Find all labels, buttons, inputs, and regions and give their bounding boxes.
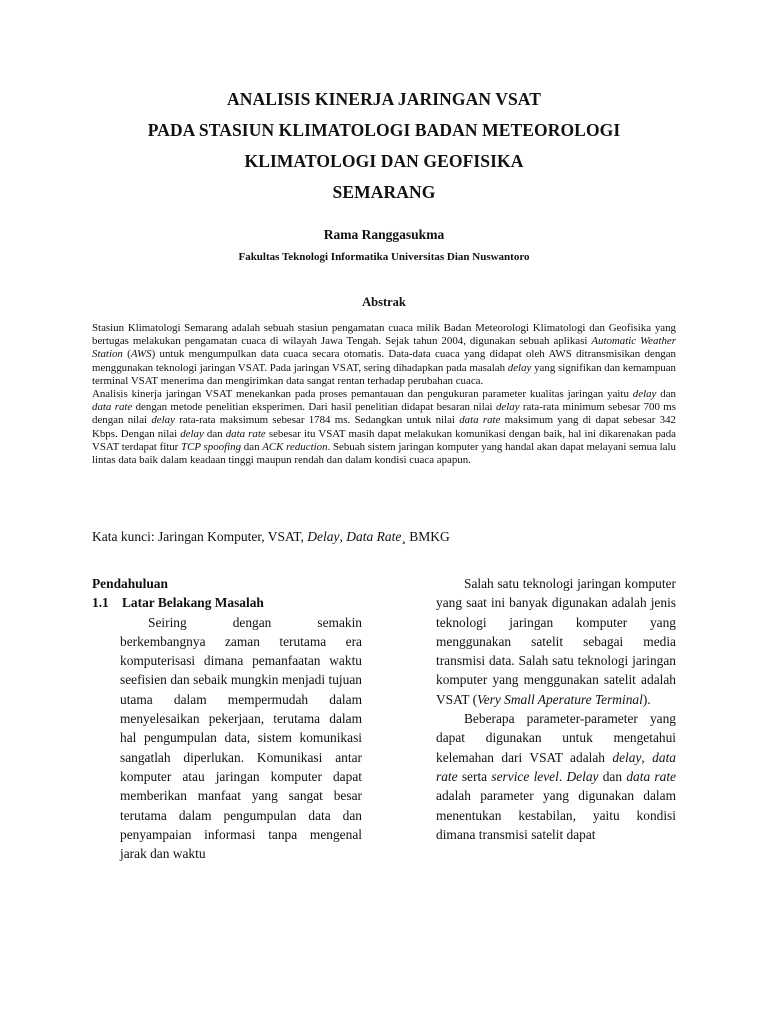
abstract-heading: Abstrak [362,295,406,309]
keywords-line: Kata kunci: Jaringan Komputer, VSAT, Delay, Data Rate¸ BMKG [92,529,450,544]
left-column [92,574,362,863]
title-line-4: SEMARANG [332,182,436,202]
right-paragraph-2: Beberapa parameter-parameter yang dapat digunakan untuk mengetahui kelemahan dari VSAT adalah delay, data rate serta service level. Delay dan data rate adalah parameter yang digunakan dalam menentukan kestabilan, yaitu kondisi dimana transmisi satelit dapat [436,711,676,842]
author-name: Rama Ranggasukma [323,227,445,242]
paper-title [0,84,768,208]
title-line-1: ANALISIS KINERJA JARINGAN VSAT [226,89,542,109]
right-column [436,574,676,844]
abstract-paragraph-1: Stasiun Klimatologi Semarang adalah sebuah stasiun pengamatan cuaca milik Badan Meteorologi Klimatologi dan Geofisika yang bertugas melakukan pengamatan cuaca di wilayah Jawa Tengah. Sejak tahun 2004, digunakan sebuah aplikasi Automatic Weather Station (AWS) untuk mengumpulkan data cuaca secara otomatis. Data-data cuaca yang didapat oleh AWS ditransmisikan dengan menggunakan teknologi jaringan VSAT. Pada jaringan VSAT, sering dihadapkan pada masalah delay yang signifikan dan kemampuan terminal VSAT menerima dan mengirimkan data sangat rentan terhadap perubahan cuaca. [92,322,676,387]
subsection-heading [92,593,362,612]
title-line-3: KLIMATOLOGI DAN GEOFISIKA [244,151,524,171]
left-paragraph: Seiring dengan semakin berkembangnya zaman terutama era komputerisasi dimana pemanfaatan waktu seefisien dan sebaik mungkin menjadi tujuan utama dalam mempermudah dalam menyelesaikan pekerjaan, terutama dalam hal pengumpulan data, sistem komunikasi sangatlah diperlukan. Komunikasi antar komputer atau jaringan komputer dapat memberikan manfaat yang sangat besar terutama dalam pengumpulan data dan penyampaian informasi tanpa mengenal jarak dan waktu [120,614,362,862]
title-line-2: PADA STASIUN KLIMATOLOGI BADAN METEOROLOGI [147,120,621,140]
subsection-number: 1.1 [92,595,109,611]
subsection-title: Latar Belakang Masalah [122,595,264,611]
left-text-block [92,613,362,864]
abstract-body [92,322,676,467]
section-heading: Pendahuluan [92,576,168,591]
abstract-paragraph-2: Analisis kinerja jaringan VSAT menekankan pada proses pemantauan dan pengukuran parameter kualitas jaringan yaitu delay dan data rate dengan metode penelitian eksperimen. Dari hasil penelitian didapat besaran nilai delay rata-rata minimum sebesar 700 ms dengan nilai delay rata-rata maksimum sebesar 1784 ms. Sedangkan untuk nilai data rate maksimum yang di dapat sebesar 342 Kbps. Dengan nilai delay dan data rate sebesar itu VSAT masih dapat melakukan komunikasi dengan baik, hal ini dikarenakan pada VSAT terdapat fitur TCP spoofing dan ACK reduction. Sebuah sistem jaringan komputer yang handal akan dapat melayani semua lalu lintas data baik dalam keadaan tinggi maupun rendah dan dalam kondisi cuaca apapun. [92,388,676,467]
right-paragraph-1: Salah satu teknologi jaringan komputer yang saat ini banyak digunakan adalah jenis teknologi jaringan komputer yang menggunakan satelit sebagai media transmisi data. Salah satu teknologi jaringan komputer yang menggunakan satelit adalah VSAT (Very Small Aperature Terminal). [436,576,676,707]
author-affiliation: Fakultas Teknologi Informatika Universitas Dian Nuswantoro [238,251,530,263]
